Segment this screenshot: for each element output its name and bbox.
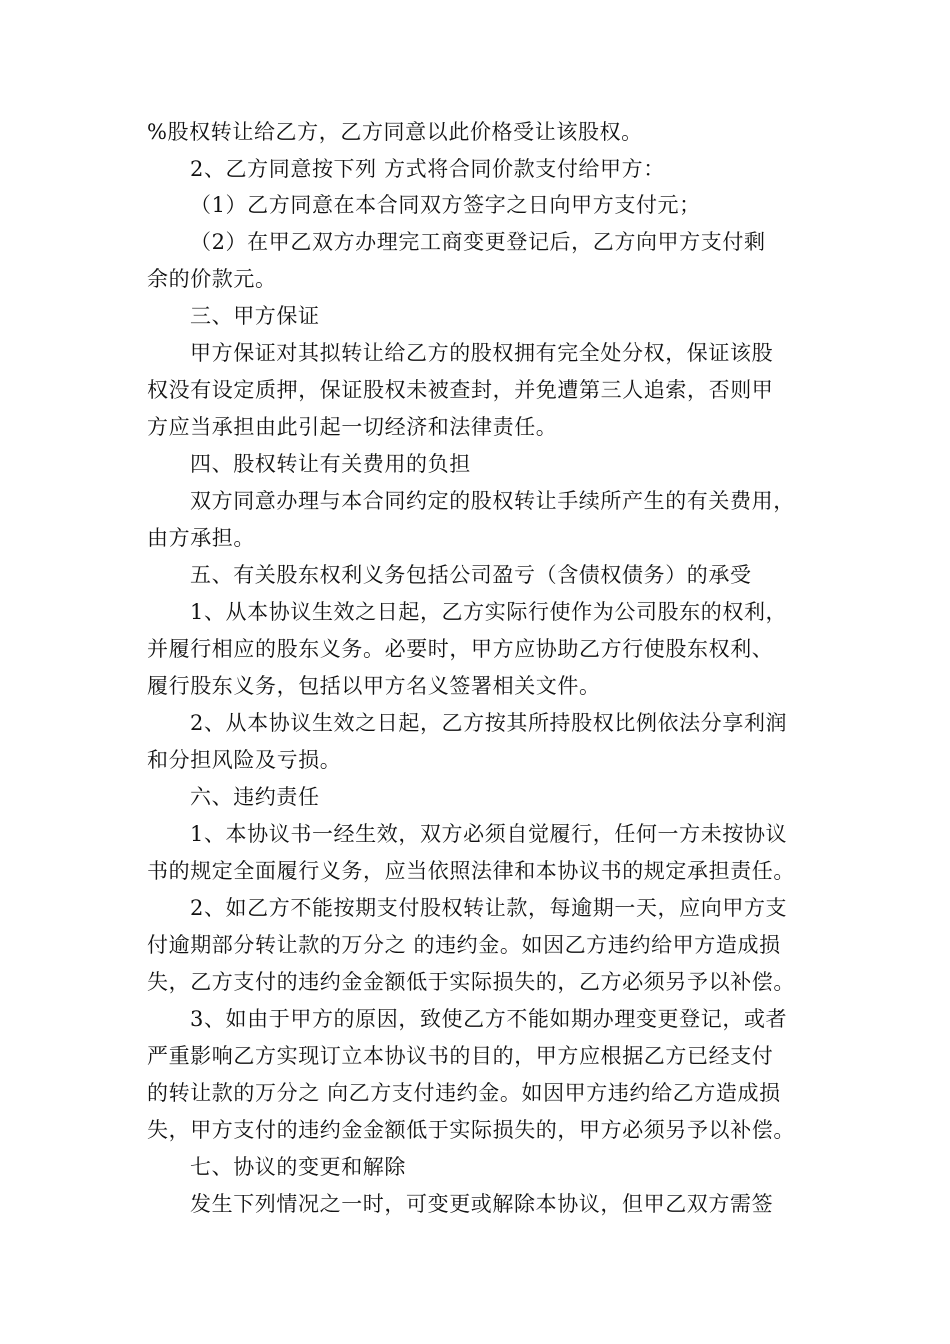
- text-line: 并履行相应的股东义务。必要时，甲方应协助乙方行使股东权利、: [147, 637, 774, 661]
- text-line: 发生下列情况之一时，可变更或解除本协议，但甲乙双方需签: [190, 1192, 774, 1216]
- text-line: 失，甲方支付的违约金金额低于实际损失的，甲方必须另予以补偿。: [147, 1118, 795, 1142]
- text-line: 的转让款的万分之 向乙方支付违约金。如因甲方违约给乙方造成损: [147, 1081, 781, 1105]
- text-line: （1）乙方同意在本合同双方签字之日向甲方支付元；: [190, 193, 701, 217]
- text-line: 3、如由于甲方的原因，致使乙方不能如期办理变更登记，或者: [190, 1007, 788, 1031]
- text-line: 付逾期部分转让款的万分之 的违约金。如因乙方违约给甲方造成损: [147, 933, 781, 957]
- text-line: （2）在甲乙双方办理完工商变更登记后，乙方向甲方支付剩: [190, 230, 766, 254]
- text-line: 方应当承担由此引起一切经济和法律责任。: [147, 415, 558, 439]
- section-heading: 七、协议的变更和解除: [190, 1155, 406, 1179]
- text-line: 2、乙方同意按下列 方式将合同价款支付给甲方：: [190, 157, 665, 181]
- text-line: 1、本协议书一经生效，双方必须自觉履行，任何一方未按协议: [190, 822, 788, 846]
- text-line: 和分担风险及亏损。: [147, 748, 342, 772]
- text-line: 甲方保证对其拟转让给乙方的股权拥有完全处分权，保证该股: [190, 341, 774, 365]
- text-line: 2、如乙方不能按期支付股权转让款，每逾期一天，应向甲方支: [190, 896, 788, 920]
- section-heading: 四、股权转让有关费用的负担: [190, 452, 471, 476]
- text-line: 履行股东义务，包括以甲方名义签署相关文件。: [147, 674, 601, 698]
- text-line: 1、从本协议生效之日起，乙方实际行使作为公司股东的权利，: [190, 600, 788, 624]
- section-heading: 五、有关股东权利义务包括公司盈亏（含债权债务）的承受: [190, 563, 752, 587]
- text-line: 书的规定全面履行义务，应当依照法律和本协议书的规定承担责任。: [147, 859, 795, 883]
- text-line: 权没有设定质押，保证股权未被查封，并免遭第三人追索，否则甲: [147, 378, 774, 402]
- text-line: 严重影响乙方实现订立本协议书的目的，甲方应根据乙方已经支付: [147, 1044, 774, 1068]
- section-heading: 三、甲方保证: [190, 304, 320, 328]
- section-heading: 六、违约责任: [190, 785, 320, 809]
- text-line: 由方承担。: [147, 526, 255, 550]
- text-line: 失，乙方支付的违约金金额低于实际损失的，乙方必须另予以补偿。: [147, 970, 795, 994]
- text-line: 2、从本协议生效之日起，乙方按其所持股权比例依法分享利润: [190, 711, 788, 735]
- text-line: 双方同意办理与本合同约定的股权转让手续所产生的有关费用，: [190, 489, 795, 513]
- text-line: %股权转让给乙方，乙方同意以此价格受让该股权。: [147, 120, 643, 144]
- text-line: 余的价款元。: [147, 267, 277, 291]
